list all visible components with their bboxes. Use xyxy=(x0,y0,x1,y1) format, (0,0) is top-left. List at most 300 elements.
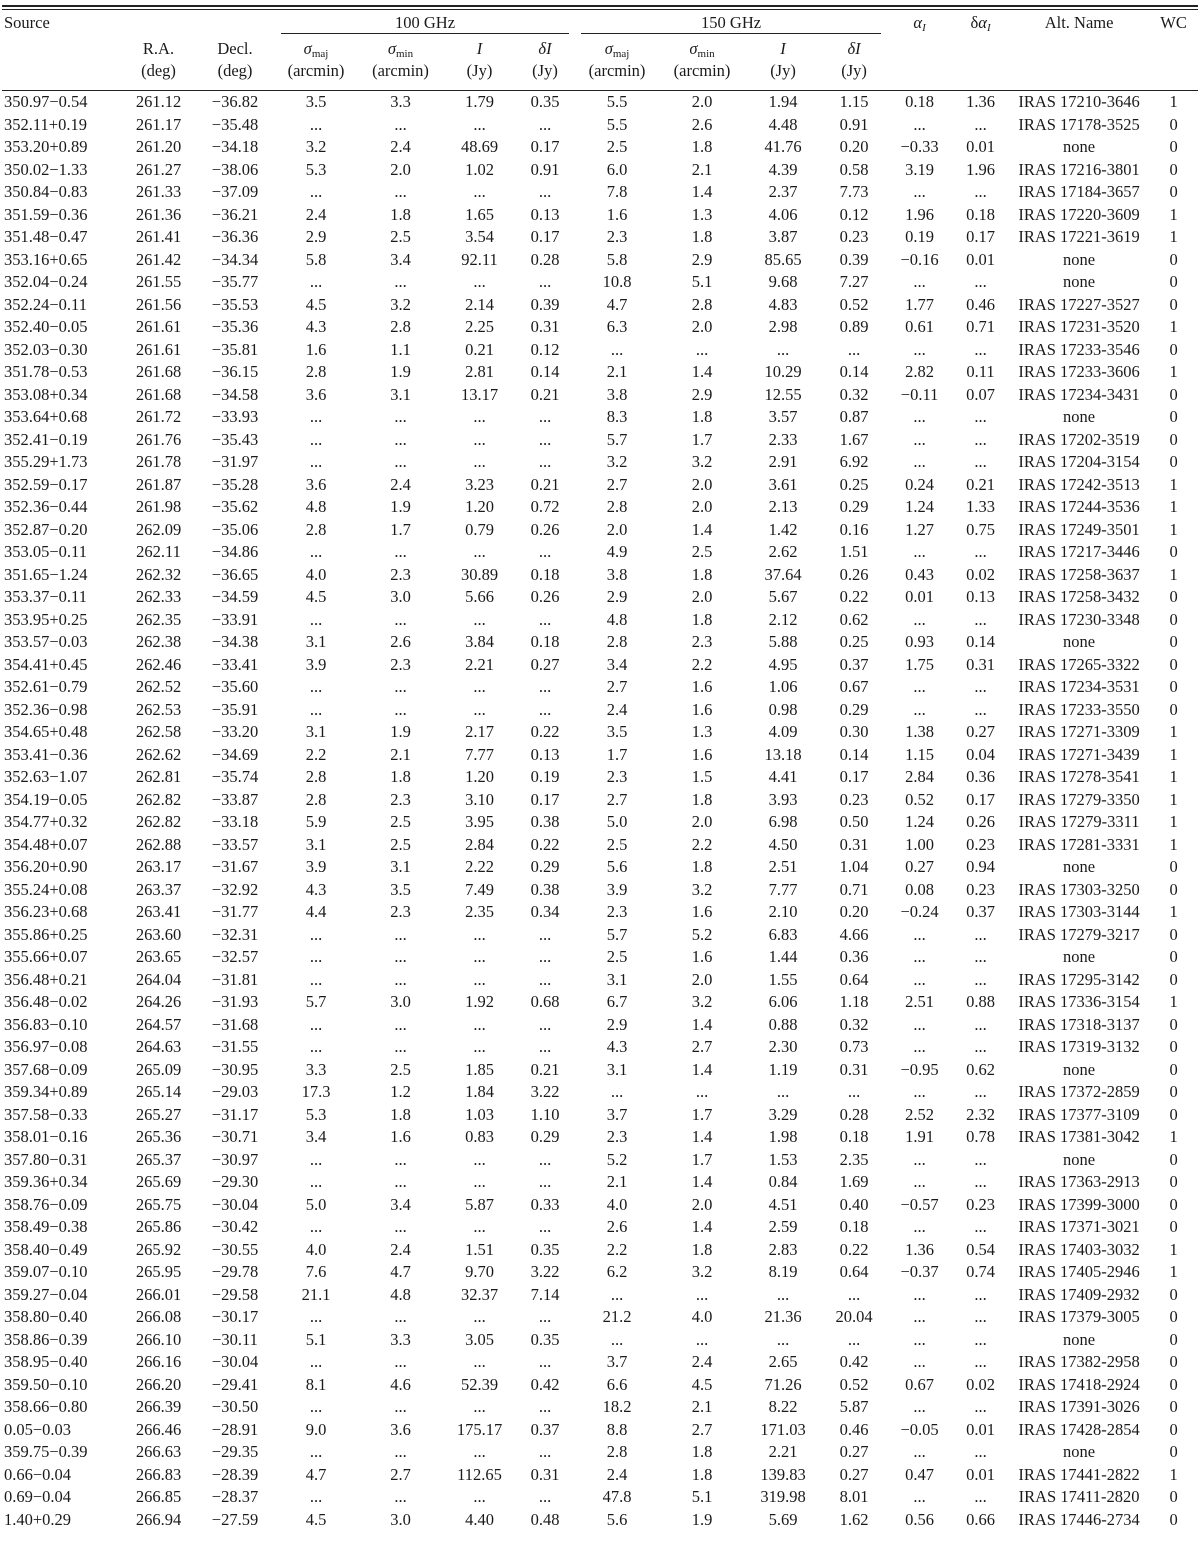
table-cell: 351.78−0.53 xyxy=(4,362,88,381)
table-cell: ... xyxy=(309,969,323,989)
table-cell: 1.4 xyxy=(691,1217,713,1236)
table-cell: none xyxy=(1063,1329,1096,1349)
table-cell: 0.12 xyxy=(839,204,869,224)
table-cell: 0 xyxy=(1169,114,1178,134)
table-cell: ... xyxy=(538,609,552,629)
table-cell: 265.69 xyxy=(135,1172,182,1191)
table-row xyxy=(2,1149,1198,1172)
table-cell: 10.29 xyxy=(764,362,802,381)
table-cell: 1.8 xyxy=(691,609,713,629)
table-cell: 1.6 xyxy=(691,947,713,966)
table-cell: IRAS 17204-3154 xyxy=(1018,452,1140,471)
table-cell: −34.86 xyxy=(211,542,259,561)
table-cell: 0.91 xyxy=(839,114,869,134)
table-cell: 261.12 xyxy=(135,92,182,111)
table-cell: 1.8 xyxy=(691,407,713,426)
table-cell: 0 xyxy=(1169,1352,1178,1371)
table-cell: 0.02 xyxy=(966,1374,995,1394)
table-cell: IRAS 17233-3550 xyxy=(1018,699,1140,719)
table-cell: 1.4 xyxy=(691,362,713,381)
table-cell: 21.1 xyxy=(301,1284,331,1304)
table-cell: 0.28 xyxy=(839,1104,869,1124)
table-cell: IRAS 17278-3541 xyxy=(1018,767,1140,786)
table-cell: 265.75 xyxy=(135,1194,182,1214)
table-cell: none xyxy=(1063,632,1096,651)
table-cell: ... xyxy=(913,1442,926,1461)
table-row xyxy=(2,1351,1198,1374)
table-cell: 1 xyxy=(1169,902,1178,921)
table-cell: 2.4 xyxy=(606,699,628,719)
table-cell: 4.3 xyxy=(606,1037,628,1056)
table-cell: 0.20 xyxy=(839,137,869,156)
table-cell: 1 xyxy=(1169,204,1178,224)
table-cell: ... xyxy=(695,1284,709,1304)
table-cell: ... xyxy=(974,1082,987,1101)
table-body xyxy=(2,91,1198,1531)
table-cell: IRAS 17220-3609 xyxy=(1018,204,1140,224)
table-cell: −33.87 xyxy=(211,789,259,809)
table-cell: ... xyxy=(538,542,552,561)
table-cell: ... xyxy=(538,114,552,134)
table-cell: IRAS 17411-2820 xyxy=(1018,1487,1140,1506)
table-cell: 139.83 xyxy=(760,1464,806,1484)
table-cell: 3.1 xyxy=(390,384,411,404)
table-cell: ... xyxy=(538,1037,552,1056)
table-row xyxy=(2,496,1198,519)
table-cell: −30.71 xyxy=(211,1127,259,1146)
table-cell: −33.18 xyxy=(211,812,259,831)
table-cell: ... xyxy=(473,1014,486,1034)
table-cell: 1 xyxy=(1169,317,1178,336)
table-cell: −31.55 xyxy=(211,1037,259,1056)
table-cell: 264.04 xyxy=(135,969,182,989)
table-cell: ... xyxy=(913,947,926,966)
table-cell: 266.39 xyxy=(135,1397,182,1416)
table-cell: 2.8 xyxy=(305,767,327,786)
table-cell: ... xyxy=(913,1149,926,1169)
table-cell: −33.93 xyxy=(211,407,259,426)
table-cell: ... xyxy=(538,969,552,989)
table-cell: 356.23+0.68 xyxy=(4,902,88,921)
table-cell: ... xyxy=(974,182,987,201)
table-cell: 2.8 xyxy=(691,294,713,314)
table-cell: 0 xyxy=(1169,294,1178,314)
table-cell: ... xyxy=(309,1397,323,1416)
table-cell: 262.81 xyxy=(135,767,182,786)
table-cell: 0.34 xyxy=(530,902,560,921)
table-cell: 1.3 xyxy=(691,722,713,741)
table-cell: 4.7 xyxy=(305,1464,327,1484)
table-cell: 8.3 xyxy=(606,407,628,426)
table-cell: 3.2 xyxy=(691,992,713,1011)
catalog-table-container xyxy=(0,5,1200,1531)
table-cell: 3.84 xyxy=(465,632,494,651)
table-cell: 262.62 xyxy=(135,744,182,764)
table-cell: ... xyxy=(913,542,926,561)
table-cell: 4.7 xyxy=(390,1262,411,1281)
table-cell: 266.94 xyxy=(135,1509,182,1529)
table-row xyxy=(2,1464,1198,1487)
table-cell: 2.2 xyxy=(691,654,713,674)
table-cell: ... xyxy=(309,677,323,696)
header-sigma-maj-100: $\sigma_{maj}$ (arcmin) xyxy=(287,39,345,80)
table-cell: 3.61 xyxy=(768,474,798,494)
table-cell: 0.25 xyxy=(839,632,869,651)
table-cell: 0.18 xyxy=(530,632,560,651)
table-cell: ... xyxy=(473,1397,486,1416)
table-cell: IRAS 17281-3331 xyxy=(1018,834,1140,854)
table-cell: 265.09 xyxy=(135,1059,182,1079)
table-cell: 0 xyxy=(1169,452,1178,471)
table-cell: ... xyxy=(309,1442,323,1461)
table-cell: 1.8 xyxy=(390,767,411,786)
table-cell: 3.93 xyxy=(768,789,798,809)
table-cell: 2.9 xyxy=(691,249,713,269)
table-row xyxy=(2,204,1198,227)
table-cell: IRAS 17230-3348 xyxy=(1018,609,1140,629)
header-dalpha: $\delta\alpha_I$ xyxy=(970,13,991,34)
table-cell: IRAS 17221-3619 xyxy=(1018,227,1140,246)
table-cell: 0.18 xyxy=(530,564,560,584)
table-cell: 358.66−0.80 xyxy=(4,1397,88,1416)
table-cell: 2.0 xyxy=(606,519,628,539)
table-cell: 262.82 xyxy=(135,789,182,809)
table-cell: 2.22 xyxy=(465,857,494,876)
table-cell: 355.24+0.08 xyxy=(4,879,88,899)
table-cell: 0 xyxy=(1169,1419,1178,1439)
table-cell: 0.19 xyxy=(530,767,560,786)
table-cell: ... xyxy=(847,1082,861,1101)
table-row xyxy=(2,249,1198,272)
table-cell: ... xyxy=(473,452,486,471)
table-cell: IRAS 17178-3525 xyxy=(1018,114,1140,134)
table-row xyxy=(2,474,1198,497)
table-cell: 0.21 xyxy=(966,474,995,494)
table-cell: 2.8 xyxy=(390,317,411,336)
table-cell: 4.4 xyxy=(305,902,327,921)
table-cell: 0.22 xyxy=(839,587,869,606)
table-cell: 4.8 xyxy=(390,1284,411,1304)
table-cell: 3.87 xyxy=(768,227,798,246)
table-cell: 0.52 xyxy=(905,789,934,809)
table-cell: 20.04 xyxy=(835,1307,873,1326)
table-cell: IRAS 17318-3137 xyxy=(1018,1014,1140,1034)
table-cell: 3.7 xyxy=(606,1352,628,1371)
table-cell: 5.2 xyxy=(606,1149,628,1169)
table-cell: 1.15 xyxy=(905,744,934,764)
table-cell: 319.98 xyxy=(760,1487,806,1506)
table-cell: ... xyxy=(913,1284,926,1304)
table-cell: 0.20 xyxy=(839,902,869,921)
table-cell: 0.56 xyxy=(905,1509,934,1529)
table-cell: 1.7 xyxy=(691,1104,713,1124)
table-cell: 0.13 xyxy=(530,744,560,764)
table-cell: 0.52 xyxy=(839,294,869,314)
table-cell: 1.4 xyxy=(691,1014,713,1034)
table-cell: 261.68 xyxy=(135,384,182,404)
table-cell: 1.6 xyxy=(305,339,327,359)
table-cell: 1.24 xyxy=(905,497,934,516)
table-cell: ... xyxy=(913,1014,926,1034)
table-cell: 1.8 xyxy=(691,789,713,809)
table-cell: 1.19 xyxy=(768,1059,798,1079)
table-cell: 356.97−0.08 xyxy=(4,1037,88,1056)
table-cell: 3.9 xyxy=(305,654,327,674)
table-cell: 0.66 xyxy=(966,1509,995,1529)
table-cell: 1 xyxy=(1169,497,1178,516)
table-cell: 0.71 xyxy=(839,879,869,899)
table-cell: 1.5 xyxy=(691,767,713,786)
table-cell: −0.37 xyxy=(900,1262,939,1281)
table-cell: ... xyxy=(538,429,552,449)
table-cell: 2.7 xyxy=(691,1037,713,1056)
table-cell: 4.66 xyxy=(839,924,869,944)
table-cell: −31.68 xyxy=(211,1014,259,1034)
table-cell: 0 xyxy=(1169,1037,1178,1056)
table-cell: 2.0 xyxy=(691,812,713,831)
table-cell: 350.84−0.83 xyxy=(4,182,88,201)
table-cell: 352.61−0.79 xyxy=(4,677,88,696)
table-cell: ... xyxy=(974,272,987,291)
table-cell: 0 xyxy=(1169,1487,1178,1506)
table-cell: ... xyxy=(394,1442,407,1461)
table-cell: 9.0 xyxy=(305,1419,327,1439)
table-cell: 85.65 xyxy=(764,249,802,269)
table-cell: ... xyxy=(913,1397,926,1416)
table-cell: 262.32 xyxy=(135,564,182,584)
table-cell: ... xyxy=(473,1487,486,1506)
table-cell: 1.51 xyxy=(465,1239,494,1259)
table-cell: 0.46 xyxy=(839,1419,869,1439)
table-cell: 6.92 xyxy=(839,452,869,471)
table-cell: 2.5 xyxy=(606,834,628,854)
table-cell: none xyxy=(1063,857,1096,876)
table-cell: 4.3 xyxy=(305,317,327,336)
table-cell: ... xyxy=(473,1149,486,1169)
table-cell: −0.57 xyxy=(900,1194,939,1214)
table-cell: 4.0 xyxy=(305,1239,327,1259)
table-cell: ... xyxy=(473,182,486,201)
table-cell: 0.28 xyxy=(530,249,560,269)
table-cell: 261.33 xyxy=(135,182,182,201)
table-cell: −37.09 xyxy=(211,182,259,201)
table-cell: 0.75 xyxy=(966,519,995,539)
table-cell: −30.42 xyxy=(211,1217,259,1236)
table-cell: 1.44 xyxy=(768,947,798,966)
table-cell: 263.65 xyxy=(135,947,182,966)
table-cell: 5.66 xyxy=(465,587,494,606)
table-cell: 1 xyxy=(1169,227,1178,246)
table-cell: 2.3 xyxy=(606,1127,628,1146)
table-cell: 0.30 xyxy=(839,722,869,741)
table-row xyxy=(2,541,1198,564)
table-cell: ... xyxy=(913,1307,926,1326)
table-cell: 0.52 xyxy=(839,1374,869,1394)
table-cell: ... xyxy=(847,339,861,359)
table-cell: 0.72 xyxy=(530,497,560,516)
table-cell: 13.18 xyxy=(764,744,802,764)
table-cell: 3.19 xyxy=(905,159,934,179)
table-cell: 2.4 xyxy=(390,137,411,156)
table-cell: 0.14 xyxy=(839,744,869,764)
table-cell: 265.14 xyxy=(135,1082,182,1101)
table-cell: 1.2 xyxy=(390,1082,411,1101)
table-cell: 71.26 xyxy=(764,1374,802,1394)
table-cell: IRAS 17227-3527 xyxy=(1018,294,1140,314)
table-cell: 2.35 xyxy=(839,1149,869,1169)
table-cell: 352.41−0.19 xyxy=(4,429,88,449)
table-cell: 261.42 xyxy=(135,249,182,269)
table-cell: 0.17 xyxy=(530,137,560,156)
table-cell: 0.38 xyxy=(530,879,560,899)
table-cell: ... xyxy=(309,114,323,134)
table-cell: 2.0 xyxy=(691,497,713,516)
table-cell: ... xyxy=(309,182,323,201)
table-cell: −0.95 xyxy=(900,1059,939,1079)
table-cell: 261.68 xyxy=(135,362,182,381)
table-row xyxy=(2,1486,1198,1509)
table-cell: 5.5 xyxy=(606,92,628,111)
table-cell: ... xyxy=(776,1082,790,1101)
table-cell: 2.82 xyxy=(905,362,934,381)
table-cell: 1.77 xyxy=(905,294,934,314)
table-cell: ... xyxy=(473,429,486,449)
table-cell: 2.33 xyxy=(768,429,798,449)
table-cell: IRAS 17279-3217 xyxy=(1018,924,1140,944)
table-cell: ... xyxy=(394,969,407,989)
table-cell: 1.9 xyxy=(390,722,411,741)
table-row xyxy=(2,226,1198,249)
table-cell: 4.50 xyxy=(768,834,798,854)
table-cell: 0.27 xyxy=(839,1442,869,1461)
table-cell: 0.32 xyxy=(839,1014,869,1034)
table-cell: 0.36 xyxy=(966,767,995,786)
table-cell: 2.14 xyxy=(465,294,494,314)
table-cell: 0.66−0.04 xyxy=(4,1464,72,1484)
table-row xyxy=(2,1419,1198,1442)
table-row xyxy=(2,1396,1198,1419)
table-cell: 7.73 xyxy=(839,182,869,201)
table-cell: IRAS 17249-3501 xyxy=(1018,519,1140,539)
table-row xyxy=(2,676,1198,699)
table-cell: 0.23 xyxy=(966,879,995,899)
table-cell: 0.18 xyxy=(839,1217,869,1236)
table-cell: 3.22 xyxy=(530,1082,560,1101)
table-cell: 2.13 xyxy=(768,497,798,516)
table-cell: ... xyxy=(538,1149,552,1169)
table-cell: IRAS 17418-2924 xyxy=(1018,1374,1140,1394)
table-cell: 1 xyxy=(1169,789,1178,809)
table-cell: ... xyxy=(538,407,552,426)
table-cell: 0.17 xyxy=(966,789,995,809)
table-cell: 3.6 xyxy=(305,474,327,494)
table-cell: 2.7 xyxy=(606,474,628,494)
table-cell: ... xyxy=(913,182,926,201)
table-cell: ... xyxy=(538,677,552,696)
table-cell: 2.5 xyxy=(390,1059,411,1079)
table-cell: ... xyxy=(538,1172,552,1191)
table-cell: ... xyxy=(473,1217,486,1236)
table-cell: 2.21 xyxy=(465,654,494,674)
table-cell: 0 xyxy=(1169,1442,1178,1461)
table-cell: −30.55 xyxy=(211,1239,259,1259)
table-cell: 17.3 xyxy=(301,1082,331,1101)
table-cell: 0 xyxy=(1169,1509,1178,1529)
table-cell: 2.1 xyxy=(390,744,411,764)
table-cell: 262.09 xyxy=(135,519,182,539)
table-cell: 3.4 xyxy=(606,654,628,674)
table-cell: 0.31 xyxy=(966,654,995,674)
table-cell: 262.46 xyxy=(135,654,182,674)
table-cell: 354.41+0.45 xyxy=(4,654,88,674)
table-cell: −35.74 xyxy=(211,767,259,786)
table-row xyxy=(2,1306,1198,1329)
table-cell: 1.8 xyxy=(691,137,713,156)
table-cell: 2.0 xyxy=(691,1194,713,1214)
table-cell: 1.42 xyxy=(768,519,798,539)
table-cell: 6.98 xyxy=(768,812,798,831)
table-cell: 1.7 xyxy=(691,429,713,449)
table-cell: −34.58 xyxy=(211,384,259,404)
table-cell: 1.40+0.29 xyxy=(4,1509,72,1529)
table-cell: 3.2 xyxy=(691,1262,713,1281)
table-cell: 4.3 xyxy=(305,879,327,899)
table-cell: 5.1 xyxy=(691,272,713,291)
table-cell: 352.36−0.44 xyxy=(4,497,88,516)
header-100ghz: 100 GHz xyxy=(275,10,575,36)
table-cell: 5.8 xyxy=(305,249,327,269)
table-cell: 0 xyxy=(1169,339,1178,359)
table-cell: ... xyxy=(309,609,323,629)
table-cell: 8.19 xyxy=(768,1262,798,1281)
table-cell: ... xyxy=(394,452,407,471)
table-row xyxy=(2,519,1198,542)
table-cell: 0.58 xyxy=(839,159,869,179)
table-cell: 266.85 xyxy=(135,1487,182,1506)
table-cell: −35.81 xyxy=(211,339,259,359)
header-alpha: $\alpha_I$ xyxy=(913,13,926,34)
table-cell: 2.0 xyxy=(691,474,713,494)
table-cell: 2.8 xyxy=(606,1442,628,1461)
table-row xyxy=(2,181,1198,204)
table-cell: ... xyxy=(309,272,323,291)
table-cell: 1.7 xyxy=(606,744,628,764)
table-cell: 8.22 xyxy=(768,1397,798,1416)
table-cell: 1.04 xyxy=(839,857,869,876)
table-cell: IRAS 17363-2913 xyxy=(1018,1172,1140,1191)
table-cell: −33.91 xyxy=(211,609,259,629)
table-cell: 52.39 xyxy=(460,1374,499,1394)
table-cell: 0.18 xyxy=(966,204,995,224)
table-cell: 4.5 xyxy=(691,1374,713,1394)
table-cell: 264.26 xyxy=(135,992,182,1011)
table-cell: −35.06 xyxy=(211,519,259,539)
table-cell: ... xyxy=(473,1172,486,1191)
table-cell: 1.8 xyxy=(691,1442,713,1461)
table-cell: −29.58 xyxy=(211,1284,259,1304)
table-cell: 262.88 xyxy=(135,834,182,854)
table-cell: 2.91 xyxy=(768,452,798,471)
table-cell: 0.01 xyxy=(966,137,995,156)
table-cell: 2.1 xyxy=(606,1172,628,1191)
table-cell: 0 xyxy=(1169,1014,1178,1034)
table-cell: 1.8 xyxy=(390,1104,411,1124)
table-cell: 2.35 xyxy=(465,902,494,921)
table-cell: 0.31 xyxy=(530,1464,560,1484)
table-cell: 359.27−0.04 xyxy=(4,1284,88,1304)
table-cell: −38.06 xyxy=(211,159,259,179)
table-cell: 1.9 xyxy=(691,1509,713,1529)
